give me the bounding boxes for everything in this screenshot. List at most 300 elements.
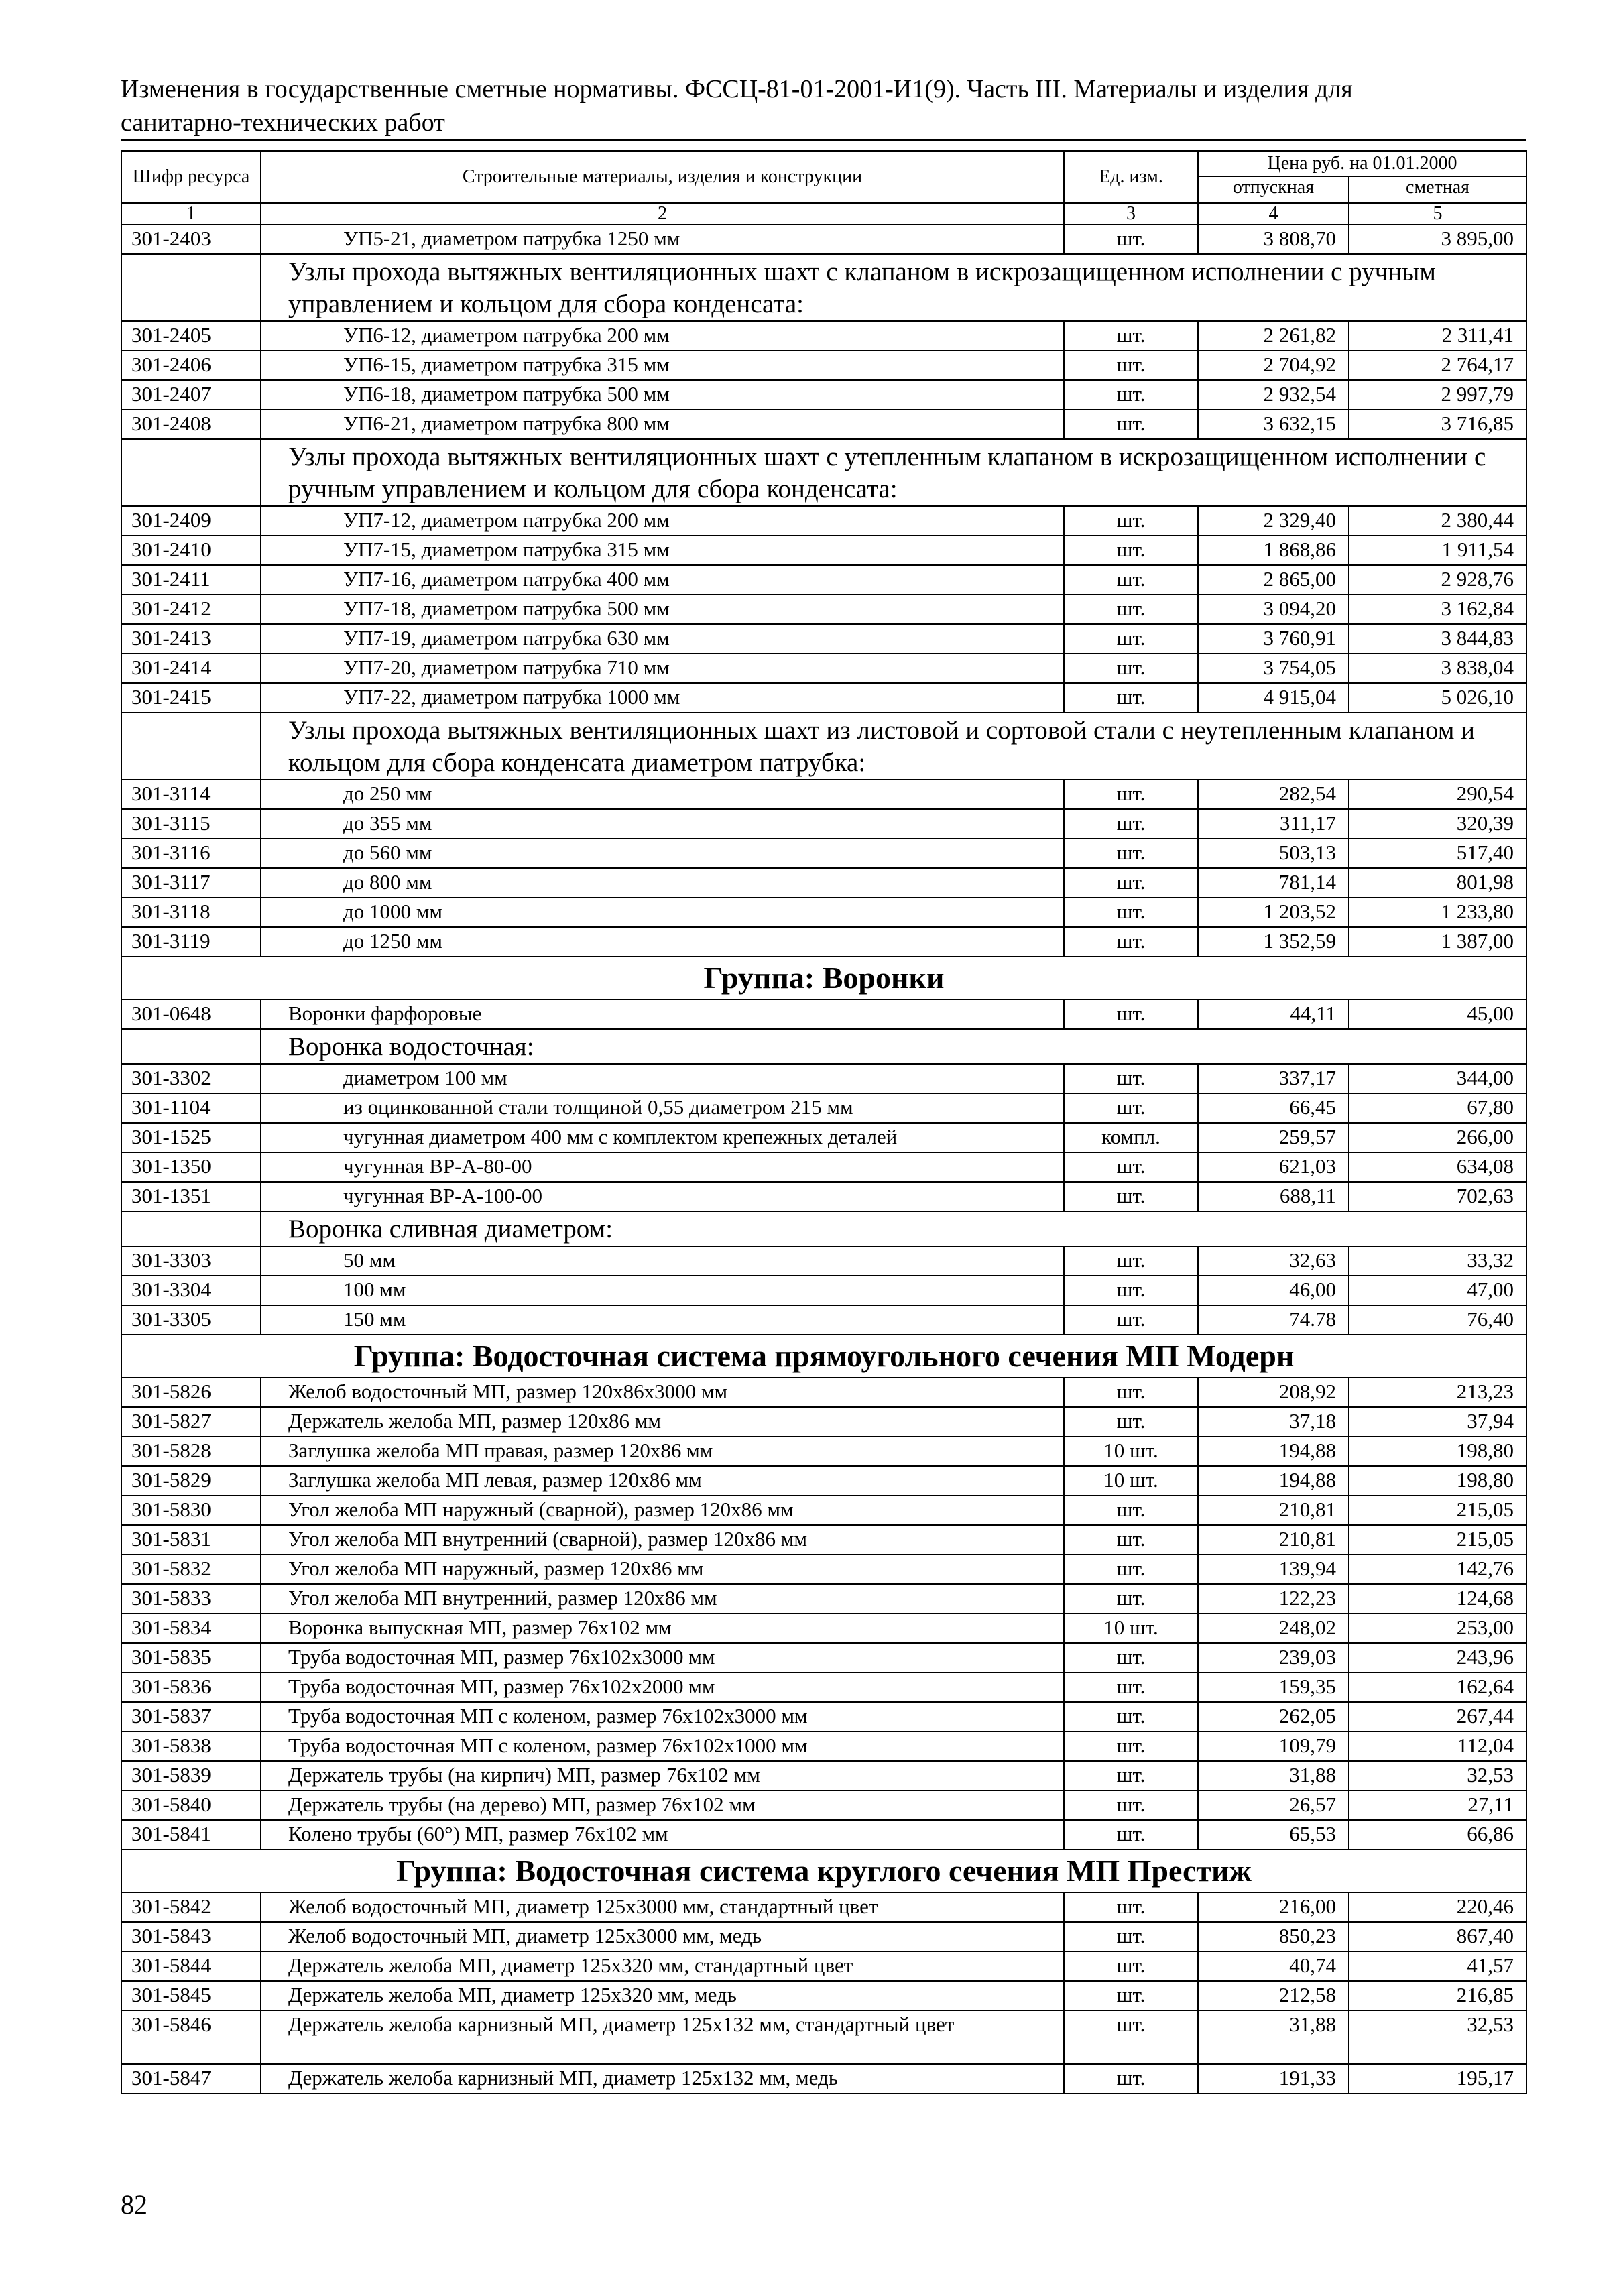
unit: шт. xyxy=(1064,1981,1198,2010)
estimate-price: 37,94 xyxy=(1349,1407,1526,1437)
table-row xyxy=(121,1000,1526,1029)
table-row xyxy=(121,225,1526,254)
unit: шт. xyxy=(1064,1276,1198,1305)
release-price: 37,18 xyxy=(1198,1407,1349,1437)
resource-code: 301-2414 xyxy=(121,654,261,683)
table-row xyxy=(121,1584,1526,1614)
estimate-price: 213,23 xyxy=(1349,1378,1526,1407)
release-price: 621,03 xyxy=(1198,1152,1349,1182)
resource-code: 301-3116 xyxy=(121,839,261,868)
material-name: до 560 мм xyxy=(261,839,1064,868)
table-row xyxy=(121,536,1526,565)
resource-code: 301-5837 xyxy=(121,1702,261,1732)
table-row xyxy=(121,1951,1526,1981)
material-name: 100 мм xyxy=(261,1276,1064,1305)
column-number: 5 xyxy=(1349,203,1526,225)
estimate-price: 215,05 xyxy=(1349,1525,1526,1555)
estimate-price: 243,96 xyxy=(1349,1643,1526,1673)
table-row xyxy=(121,351,1526,380)
estimate-price: 33,32 xyxy=(1349,1246,1526,1276)
material-name: до 355 мм xyxy=(261,809,1064,839)
table-row xyxy=(121,1496,1526,1525)
table-row xyxy=(121,654,1526,683)
estimate-price: 124,68 xyxy=(1349,1584,1526,1614)
unit: шт. xyxy=(1064,1000,1198,1029)
table-row xyxy=(121,1064,1526,1093)
subgroup-title: Узлы прохода вытяжных вентиляционных шахт с клапаном в искрозащищенном исполнении с ручным управлением и кольцом для сбора конденсата: xyxy=(261,254,1526,321)
price-table xyxy=(121,150,1527,2094)
unit: шт. xyxy=(1064,927,1198,957)
table-row xyxy=(121,1466,1526,1496)
material-name: Желоб водосточный МП, размер 120х86х3000 мм xyxy=(261,1378,1064,1407)
resource-code: 301-2405 xyxy=(121,321,261,351)
group-title: Группа: Водосточная система прямоугольного сечения МП Модерн xyxy=(121,1335,1526,1378)
unit: 10 шт. xyxy=(1064,1437,1198,1466)
estimate-price: 220,46 xyxy=(1349,1892,1526,1922)
resource-code: 301-1525 xyxy=(121,1123,261,1152)
release-price: 44,11 xyxy=(1198,1000,1349,1029)
table-row xyxy=(121,927,1526,957)
estimate-price: 47,00 xyxy=(1349,1276,1526,1305)
release-price: 3 760,91 xyxy=(1198,624,1349,654)
estimate-price: 5 026,10 xyxy=(1349,683,1526,713)
empty-cell xyxy=(121,1211,261,1246)
unit: шт. xyxy=(1064,809,1198,839)
header-name: Строительные материалы, изделия и конструкции xyxy=(261,151,1064,203)
estimate-price: 3 844,83 xyxy=(1349,624,1526,654)
subgroup-row xyxy=(121,254,1526,321)
header-line-2: санитарно-технических работ xyxy=(121,109,445,137)
unit: шт. xyxy=(1064,410,1198,439)
subgroup-row xyxy=(121,713,1526,780)
material-name: УП6-12, диаметром патрубка 200 мм xyxy=(261,321,1064,351)
release-price: 781,14 xyxy=(1198,868,1349,898)
resource-code: 301-5835 xyxy=(121,1643,261,1673)
table-row xyxy=(121,1407,1526,1437)
estimate-price: 2 928,76 xyxy=(1349,565,1526,595)
estimate-price: 2 997,79 xyxy=(1349,380,1526,410)
resource-code: 301-5827 xyxy=(121,1407,261,1437)
resource-code: 301-5843 xyxy=(121,1922,261,1951)
unit: шт. xyxy=(1064,1673,1198,1702)
resource-code: 301-2411 xyxy=(121,565,261,595)
release-price: 216,00 xyxy=(1198,1892,1349,1922)
material-name: из оцинкованной стали толщиной 0,55 диаметром 215 мм xyxy=(261,1093,1064,1123)
page-number: 82 xyxy=(121,2189,147,2220)
unit: шт. xyxy=(1064,1378,1198,1407)
estimate-price: 344,00 xyxy=(1349,1064,1526,1093)
table-row xyxy=(121,1791,1526,1820)
material-name: УП6-18, диаметром патрубка 500 мм xyxy=(261,380,1064,410)
unit: шт. xyxy=(1064,1555,1198,1584)
estimate-price: 2 764,17 xyxy=(1349,351,1526,380)
table-row xyxy=(121,1922,1526,1951)
material-name: УП7-20, диаметром патрубка 710 мм xyxy=(261,654,1064,683)
subgroup-title: Воронка сливная диаметром: xyxy=(261,1211,1526,1246)
unit: шт. xyxy=(1064,1643,1198,1673)
estimate-price: 634,08 xyxy=(1349,1152,1526,1182)
estimate-price: 66,86 xyxy=(1349,1820,1526,1850)
material-name: Угол желоба МП наружный (сварной), размер 120х86 мм xyxy=(261,1496,1064,1525)
estimate-price: 216,85 xyxy=(1349,1981,1526,2010)
unit: компл. xyxy=(1064,1123,1198,1152)
resource-code: 301-5839 xyxy=(121,1761,261,1791)
release-price: 210,81 xyxy=(1198,1496,1349,1525)
release-price: 40,74 xyxy=(1198,1951,1349,1981)
resource-code: 301-5838 xyxy=(121,1732,261,1761)
estimate-price: 112,04 xyxy=(1349,1732,1526,1761)
subgroup-row xyxy=(121,1029,1526,1064)
material-name: Заглушка желоба МП правая, размер 120х86 мм xyxy=(261,1437,1064,1466)
resource-code: 301-1350 xyxy=(121,1152,261,1182)
subgroup-title: Узлы прохода вытяжных вентиляционных шахт из листовой и сортовой стали с неутепленным клапаном и кольцом для сбора конденсата диаметром патрубка: xyxy=(261,713,1526,780)
release-price: 850,23 xyxy=(1198,1922,1349,1951)
release-price: 46,00 xyxy=(1198,1276,1349,1305)
subgroup-title: Воронка водосточная: xyxy=(261,1029,1526,1064)
unit: шт. xyxy=(1064,868,1198,898)
resource-code: 301-3114 xyxy=(121,780,261,809)
group-row xyxy=(121,1850,1526,1892)
estimate-price: 45,00 xyxy=(1349,1000,1526,1029)
resource-code: 301-2412 xyxy=(121,595,261,624)
material-name: УП7-12, диаметром патрубка 200 мм xyxy=(261,506,1064,536)
estimate-price: 198,80 xyxy=(1349,1466,1526,1496)
release-price: 688,11 xyxy=(1198,1182,1349,1211)
material-name: Воронки фарфоровые xyxy=(261,1000,1064,1029)
material-name: Колено трубы (60°) МП, размер 76х102 мм xyxy=(261,1820,1064,1850)
table-row xyxy=(121,1246,1526,1276)
release-price: 503,13 xyxy=(1198,839,1349,868)
estimate-price: 3 162,84 xyxy=(1349,595,1526,624)
unit: шт. xyxy=(1064,654,1198,683)
unit: шт. xyxy=(1064,839,1198,868)
header-unit: Ед. изм. xyxy=(1064,151,1198,203)
resource-code: 301-5846 xyxy=(121,2010,261,2064)
release-price: 31,88 xyxy=(1198,1761,1349,1791)
release-price: 26,57 xyxy=(1198,1791,1349,1820)
estimate-price: 198,80 xyxy=(1349,1437,1526,1466)
resource-code: 301-5831 xyxy=(121,1525,261,1555)
unit: шт. xyxy=(1064,1702,1198,1732)
header-estimate: сметная xyxy=(1349,176,1526,203)
estimate-price: 1 233,80 xyxy=(1349,898,1526,927)
release-price: 337,17 xyxy=(1198,1064,1349,1093)
release-price: 74.78 xyxy=(1198,1305,1349,1335)
unit: шт. xyxy=(1064,1732,1198,1761)
estimate-price: 76,40 xyxy=(1349,1305,1526,1335)
material-name: Держатель желоба МП, диаметр 125х320 мм, стандартный цвет xyxy=(261,1951,1064,1981)
estimate-price: 3 895,00 xyxy=(1349,225,1526,254)
header-price: Цена руб. на 01.01.2000 xyxy=(1198,151,1526,176)
estimate-price: 801,98 xyxy=(1349,868,1526,898)
column-number: 2 xyxy=(261,203,1064,225)
release-price: 2 932,54 xyxy=(1198,380,1349,410)
resource-code: 301-1104 xyxy=(121,1093,261,1123)
subgroup-row xyxy=(121,439,1526,506)
resource-code: 301-5834 xyxy=(121,1614,261,1643)
resource-code: 301-2406 xyxy=(121,351,261,380)
document-header xyxy=(121,72,1528,139)
material-name: Угол желоба МП наружный, размер 120х86 мм xyxy=(261,1555,1064,1584)
unit: шт. xyxy=(1064,1496,1198,1525)
resource-code: 301-2410 xyxy=(121,536,261,565)
release-price: 2 329,40 xyxy=(1198,506,1349,536)
material-name: чугунная диаметром 400 мм с комплектом крепежных деталей xyxy=(261,1123,1064,1152)
material-name: Воронка выпускная МП, размер 76х102 мм xyxy=(261,1614,1064,1643)
material-name: 150 мм xyxy=(261,1305,1064,1335)
unit: шт. xyxy=(1064,1407,1198,1437)
empty-cell xyxy=(121,1029,261,1064)
resource-code: 301-5828 xyxy=(121,1437,261,1466)
material-name: Держатель желоба карнизный МП, диаметр 125х132 мм, стандартный цвет xyxy=(261,2010,1064,2064)
table-row xyxy=(121,410,1526,439)
unit: шт. xyxy=(1064,2064,1198,2094)
group-row xyxy=(121,1335,1526,1378)
resource-code: 301-5844 xyxy=(121,1951,261,1981)
release-price: 248,02 xyxy=(1198,1614,1349,1643)
release-price: 262,05 xyxy=(1198,1702,1349,1732)
material-name: до 1000 мм xyxy=(261,898,1064,927)
unit: шт. xyxy=(1064,225,1198,254)
material-name: УП5-21, диаметром патрубка 1250 мм xyxy=(261,225,1064,254)
material-name: до 800 мм xyxy=(261,868,1064,898)
material-name: Держатель желоба МП, диаметр 125х320 мм, медь xyxy=(261,1981,1064,2010)
table-row xyxy=(121,1378,1526,1407)
table-row xyxy=(121,868,1526,898)
unit: 10 шт. xyxy=(1064,1614,1198,1643)
unit: шт. xyxy=(1064,380,1198,410)
estimate-price: 162,64 xyxy=(1349,1673,1526,1702)
unit: шт. xyxy=(1064,624,1198,654)
release-price: 65,53 xyxy=(1198,1820,1349,1850)
table-row xyxy=(121,780,1526,809)
material-name: УП7-22, диаметром патрубка 1000 мм xyxy=(261,683,1064,713)
unit: шт. xyxy=(1064,1584,1198,1614)
estimate-price: 517,40 xyxy=(1349,839,1526,868)
unit: шт. xyxy=(1064,565,1198,595)
unit: шт. xyxy=(1064,1525,1198,1555)
unit: шт. xyxy=(1064,1246,1198,1276)
table-row xyxy=(121,1892,1526,1922)
material-name: Угол желоба МП внутренний (сварной), размер 120х86 мм xyxy=(261,1525,1064,1555)
release-price: 208,92 xyxy=(1198,1378,1349,1407)
table-row xyxy=(121,565,1526,595)
release-price: 109,79 xyxy=(1198,1732,1349,1761)
estimate-price: 2 380,44 xyxy=(1349,506,1526,536)
release-price: 122,23 xyxy=(1198,1584,1349,1614)
material-name: УП7-15, диаметром патрубка 315 мм xyxy=(261,536,1064,565)
resource-code: 301-5833 xyxy=(121,1584,261,1614)
table-row xyxy=(121,1305,1526,1335)
table-row xyxy=(121,1437,1526,1466)
release-price: 32,63 xyxy=(1198,1246,1349,1276)
resource-code: 301-3303 xyxy=(121,1246,261,1276)
release-price: 311,17 xyxy=(1198,809,1349,839)
estimate-price: 290,54 xyxy=(1349,780,1526,809)
table-row xyxy=(121,1732,1526,1761)
resource-code: 301-2409 xyxy=(121,506,261,536)
release-price: 3 808,70 xyxy=(1198,225,1349,254)
material-name: Угол желоба МП внутренний, размер 120х86 мм xyxy=(261,1584,1064,1614)
material-name: Держатель желоба МП, размер 120х86 мм xyxy=(261,1407,1064,1437)
header-line-1: Изменения в государственные сметные нормативы. ФССЦ-81-01-2001-И1(9). Часть III. Материалы и изделия для xyxy=(121,75,1353,103)
estimate-price: 1 911,54 xyxy=(1349,536,1526,565)
resource-code: 301-3304 xyxy=(121,1276,261,1305)
table-row xyxy=(121,1182,1526,1211)
release-price: 2 865,00 xyxy=(1198,565,1349,595)
table-row xyxy=(121,2064,1526,2094)
estimate-price: 67,80 xyxy=(1349,1093,1526,1123)
table-row xyxy=(121,1152,1526,1182)
material-name: Заглушка желоба МП левая, размер 120х86 мм xyxy=(261,1466,1064,1496)
resource-code: 301-5842 xyxy=(121,1892,261,1922)
release-price: 194,88 xyxy=(1198,1466,1349,1496)
resource-code: 301-3115 xyxy=(121,809,261,839)
material-name: чугунная ВР-А-80-00 xyxy=(261,1152,1064,1182)
release-price: 66,45 xyxy=(1198,1093,1349,1123)
resource-code: 301-2415 xyxy=(121,683,261,713)
resource-code: 301-3305 xyxy=(121,1305,261,1335)
price-table-body xyxy=(121,151,1526,2094)
empty-cell xyxy=(121,713,261,780)
subgroup-row xyxy=(121,1211,1526,1246)
resource-code: 301-0648 xyxy=(121,1000,261,1029)
estimate-price: 195,17 xyxy=(1349,2064,1526,2094)
estimate-price: 2 311,41 xyxy=(1349,321,1526,351)
release-price: 1 203,52 xyxy=(1198,898,1349,927)
release-price: 2 704,92 xyxy=(1198,351,1349,380)
material-name: диаметром 100 мм xyxy=(261,1064,1064,1093)
resource-code: 301-2413 xyxy=(121,624,261,654)
table-row xyxy=(121,506,1526,536)
unit: шт. xyxy=(1064,1064,1198,1093)
group-row xyxy=(121,957,1526,1000)
release-price: 31,88 xyxy=(1198,2010,1349,2064)
unit: шт. xyxy=(1064,1791,1198,1820)
material-name: Труба водосточная МП с коленом, размер 76х102х3000 мм xyxy=(261,1702,1064,1732)
table-row xyxy=(121,1093,1526,1123)
unit: шт. xyxy=(1064,1182,1198,1211)
unit: шт. xyxy=(1064,1761,1198,1791)
resource-code: 301-5836 xyxy=(121,1673,261,1702)
release-price: 210,81 xyxy=(1198,1525,1349,1555)
unit: шт. xyxy=(1064,1093,1198,1123)
release-price: 3 632,15 xyxy=(1198,410,1349,439)
table-row xyxy=(121,1276,1526,1305)
table-row xyxy=(121,1820,1526,1850)
material-name: УП7-19, диаметром патрубка 630 мм xyxy=(261,624,1064,654)
unit: шт. xyxy=(1064,536,1198,565)
resource-code: 301-5829 xyxy=(121,1466,261,1496)
material-name: Держатель трубы (на кирпич) МП, размер 76х102 мм xyxy=(261,1761,1064,1791)
table-row xyxy=(121,2010,1526,2064)
resource-code: 301-5832 xyxy=(121,1555,261,1584)
resource-code: 301-5847 xyxy=(121,2064,261,2094)
unit: шт. xyxy=(1064,1152,1198,1182)
estimate-price: 266,00 xyxy=(1349,1123,1526,1152)
estimate-price: 215,05 xyxy=(1349,1496,1526,1525)
table-row xyxy=(121,809,1526,839)
material-name: УП7-16, диаметром патрубка 400 мм xyxy=(261,565,1064,595)
release-price: 1 868,86 xyxy=(1198,536,1349,565)
estimate-price: 3 838,04 xyxy=(1349,654,1526,683)
material-name: чугунная ВР-А-100-00 xyxy=(261,1182,1064,1211)
release-price: 3 754,05 xyxy=(1198,654,1349,683)
estimate-price: 267,44 xyxy=(1349,1702,1526,1732)
estimate-price: 867,40 xyxy=(1349,1922,1526,1951)
unit: шт. xyxy=(1064,321,1198,351)
estimate-price: 3 716,85 xyxy=(1349,410,1526,439)
subgroup-title: Узлы прохода вытяжных вентиляционных шахт с утепленным клапаном в искрозащищенном исполнении с ручным управлением и кольцом для сбора конденсата: xyxy=(261,439,1526,506)
unit: шт. xyxy=(1064,898,1198,927)
table-row xyxy=(121,1702,1526,1732)
resource-code: 301-3119 xyxy=(121,927,261,957)
unit: 10 шт. xyxy=(1064,1466,1198,1496)
empty-cell xyxy=(121,254,261,321)
release-price: 194,88 xyxy=(1198,1437,1349,1466)
table-row xyxy=(121,1673,1526,1702)
material-name: до 250 мм xyxy=(261,780,1064,809)
estimate-price: 142,76 xyxy=(1349,1555,1526,1584)
resource-code: 301-3302 xyxy=(121,1064,261,1093)
unit: шт. xyxy=(1064,1922,1198,1951)
table-row xyxy=(121,898,1526,927)
material-name: Желоб водосточный МП, диаметр 125х3000 мм, стандартный цвет xyxy=(261,1892,1064,1922)
resource-code: 301-5830 xyxy=(121,1496,261,1525)
unit: шт. xyxy=(1064,780,1198,809)
estimate-price: 32,53 xyxy=(1349,2010,1526,2064)
material-name: УП6-21, диаметром патрубка 800 мм xyxy=(261,410,1064,439)
header-rule xyxy=(121,139,1526,141)
group-title: Группа: Водосточная система круглого сечения МП Престиж xyxy=(121,1850,1526,1892)
material-name: Держатель трубы (на дерево) МП, размер 76х102 мм xyxy=(261,1791,1064,1820)
material-name: Желоб водосточный МП, диаметр 125х3000 мм, медь xyxy=(261,1922,1064,1951)
estimate-price: 253,00 xyxy=(1349,1614,1526,1643)
column-number: 4 xyxy=(1198,203,1349,225)
resource-code: 301-5826 xyxy=(121,1378,261,1407)
release-price: 139,94 xyxy=(1198,1555,1349,1584)
unit: шт. xyxy=(1064,506,1198,536)
header-release: отпускная xyxy=(1198,176,1349,203)
release-price: 159,35 xyxy=(1198,1673,1349,1702)
release-price: 282,54 xyxy=(1198,780,1349,809)
release-price: 4 915,04 xyxy=(1198,683,1349,713)
resource-code: 301-3117 xyxy=(121,868,261,898)
release-price: 3 094,20 xyxy=(1198,595,1349,624)
table-row xyxy=(121,839,1526,868)
table-row xyxy=(121,1761,1526,1791)
table-row xyxy=(121,321,1526,351)
group-title: Группа: Воронки xyxy=(121,957,1526,1000)
material-name: Труба водосточная МП, размер 76х102х2000 мм xyxy=(261,1673,1064,1702)
release-price: 2 261,82 xyxy=(1198,321,1349,351)
material-name: Труба водосточная МП с коленом, размер 76х102х1000 мм xyxy=(261,1732,1064,1761)
estimate-price: 1 387,00 xyxy=(1349,927,1526,957)
estimate-price: 320,39 xyxy=(1349,809,1526,839)
column-number-row xyxy=(121,203,1526,225)
unit: шт. xyxy=(1064,1820,1198,1850)
release-price: 191,33 xyxy=(1198,2064,1349,2094)
resource-code: 301-3118 xyxy=(121,898,261,927)
estimate-price: 27,11 xyxy=(1349,1791,1526,1820)
resource-code: 301-2403 xyxy=(121,225,261,254)
empty-cell xyxy=(121,439,261,506)
material-name: до 1250 мм xyxy=(261,927,1064,957)
unit: шт. xyxy=(1064,595,1198,624)
table-row xyxy=(121,624,1526,654)
table-row xyxy=(121,1525,1526,1555)
material-name: Держатель желоба карнизный МП, диаметр 125х132 мм, медь xyxy=(261,2064,1064,2094)
